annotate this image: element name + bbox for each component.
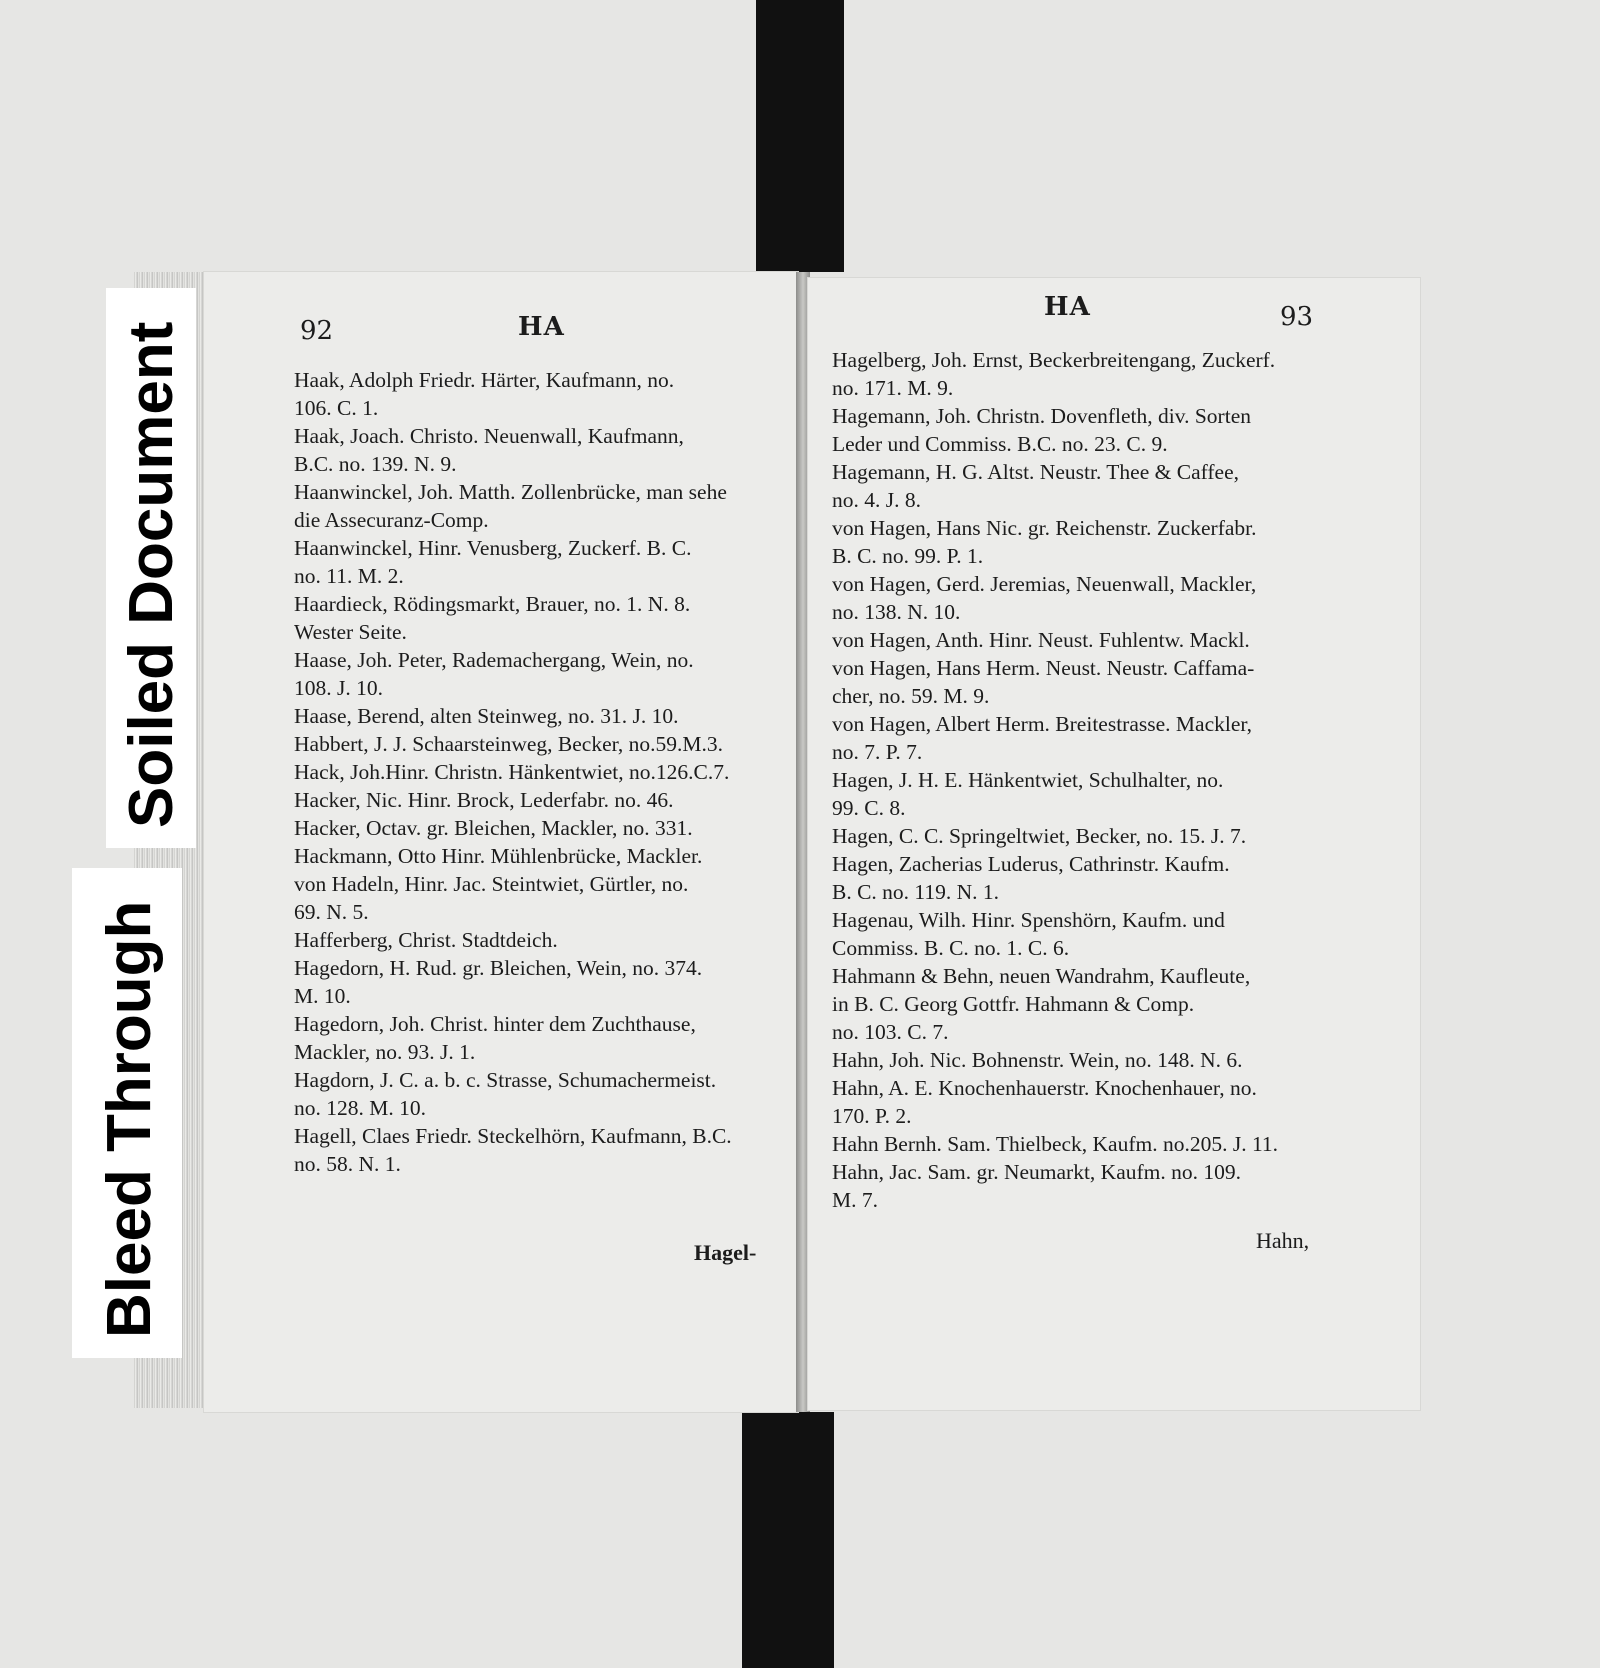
left-entry-line: Haanwinckel, Joh. Matth. Zollenbrücke, man sehe	[294, 480, 727, 504]
left-entry-line: no. 58. N. 1.	[294, 1152, 401, 1176]
left-entry-line: Hafferberg, Christ. Stadtdeich.	[294, 928, 558, 952]
left-entry-line: Haase, Joh. Peter, Rademachergang, Wein, no.	[294, 648, 694, 672]
left-running-head: HA	[518, 312, 565, 342]
right-entry	[832, 514, 1402, 570]
right-entry-line: Hagen, J. H. E. Hänkentwiet, Schulhalter, no.	[832, 768, 1224, 792]
left-entry	[294, 954, 794, 1010]
right-entry	[832, 626, 1402, 654]
right-running-head: HA	[1044, 292, 1091, 322]
left-entry-line: Haase, Berend, alten Steinweg, no. 31. J. 10.	[294, 704, 679, 728]
bleed-through-label: Bleed Through	[95, 900, 164, 1338]
right-entry	[832, 850, 1402, 906]
left-entry-line: Hagell, Claes Friedr. Steckelhörn, Kaufmann, B.C.	[294, 1124, 732, 1148]
right-entry-line: in B. C. Georg Gottfr. Hahmann & Comp.	[832, 992, 1195, 1016]
right-entry-list	[832, 346, 1402, 1214]
right-entry-line: B. C. no. 99. P. 1.	[832, 544, 984, 568]
left-entry	[294, 1066, 794, 1122]
right-entry-line: von Hagen, Hans Herm. Neust. Neustr. Caffama-	[832, 656, 1255, 680]
left-entry	[294, 758, 794, 786]
right-entry-line: no. 7. P. 7.	[832, 740, 923, 764]
left-entry	[294, 814, 794, 842]
left-entry-line: Habbert, J. J. Schaarsteinweg, Becker, no.59.M.3.	[294, 732, 724, 756]
right-entry-line: Hahn, Joh. Nic. Bohnenstr. Wein, no. 148. N. 6.	[832, 1048, 1243, 1072]
right-entry	[832, 906, 1402, 962]
binding-strap-top	[756, 0, 844, 272]
left-entry	[294, 730, 794, 758]
right-entry-line: cher, no. 59. M. 9.	[832, 684, 990, 708]
right-entry	[832, 1130, 1402, 1158]
right-entry-line: Hagenau, Wilh. Hinr. Spenshörn, Kaufm. und	[832, 908, 1225, 932]
right-entry-line: Hahn Bernh. Sam. Thielbeck, Kaufm. no.205. J. 11.	[832, 1132, 1279, 1156]
right-entry-line: Hahn, Jac. Sam. gr. Neumarkt, Kaufm. no. 109.	[832, 1160, 1242, 1184]
left-entry	[294, 786, 794, 814]
left-entry-line: Hack, Joh.Hinr. Christn. Hänkentwiet, no.126.C.7.	[294, 760, 730, 784]
right-page	[808, 278, 1420, 1410]
binding-strap-bottom	[742, 1412, 834, 1668]
bleed-through-label-box	[72, 868, 182, 1358]
right-entry	[832, 1046, 1402, 1074]
left-entry-line: B.C. no. 139. N. 9.	[294, 452, 457, 476]
soiled-document-label: Soiled Document	[117, 321, 186, 828]
right-entry-line: no. 138. N. 10.	[832, 600, 961, 624]
left-entry-line: no. 11. M. 2.	[294, 564, 404, 588]
left-entry	[294, 366, 794, 422]
left-entry	[294, 478, 794, 534]
right-entry-line: no. 4. J. 8.	[832, 488, 921, 512]
right-entry	[832, 822, 1402, 850]
left-entry	[294, 870, 794, 926]
left-page	[204, 272, 798, 1412]
right-entry-line: 170. P. 2.	[832, 1104, 912, 1128]
left-entry-line: 69. N. 5.	[294, 900, 369, 924]
right-catchword: Hahn,	[1256, 1228, 1310, 1253]
right-entry	[832, 402, 1402, 458]
right-entry	[832, 1074, 1402, 1130]
left-entry-line: 106. C. 1.	[294, 396, 379, 420]
right-entry-line: B. C. no. 119. N. 1.	[832, 880, 1000, 904]
left-entry-line: Haak, Joach. Christo. Neuenwall, Kaufmann,	[294, 424, 684, 448]
right-entry-line: von Hagen, Hans Nic. gr. Reichenstr. Zuckerfabr.	[832, 516, 1257, 540]
right-entry	[832, 346, 1402, 402]
left-entry-list	[294, 366, 794, 1178]
right-entry	[832, 570, 1402, 626]
left-entry-line: Haanwinckel, Hinr. Venusberg, Zuckerf. B. C.	[294, 536, 692, 560]
left-entry	[294, 842, 794, 870]
right-entry-line: von Hagen, Albert Herm. Breitestrasse. Mackler,	[832, 712, 1253, 736]
right-entry-line: Hagemann, H. G. Altst. Neustr. Thee & Caffee,	[832, 460, 1240, 484]
right-page-number: 93	[1280, 302, 1314, 332]
left-entry-line: Hackmann, Otto Hinr. Mühlenbrücke, Mackler.	[294, 844, 703, 868]
right-entry-line: Hagen, Zacherias Luderus, Cathrinstr. Kaufm.	[832, 852, 1230, 876]
right-entry	[832, 458, 1402, 514]
left-entry-line: Haak, Adolph Friedr. Härter, Kaufmann, no.	[294, 368, 675, 392]
right-entry-line: Hagelberg, Joh. Ernst, Beckerbreitengang, Zuckerf.	[832, 348, 1276, 372]
right-entry-line: Leder und Commiss. B.C. no. 23. C. 9.	[832, 432, 1168, 456]
right-entry	[832, 1158, 1402, 1214]
right-entry-line: Hagemann, Joh. Christn. Dovenfleth, div. Sorten	[832, 404, 1251, 428]
right-entry-line: von Hagen, Gerd. Jeremias, Neuenwall, Mackler,	[832, 572, 1257, 596]
left-entry-line: Wester Seite.	[294, 620, 407, 644]
right-entry-line: Hahmann & Behn, neuen Wandrahm, Kaufleute,	[832, 964, 1251, 988]
left-entry-line: 108. J. 10.	[294, 676, 383, 700]
right-entry	[832, 766, 1402, 822]
left-entry	[294, 534, 794, 590]
right-entry-line: Hahn, A. E. Knochenhauerstr. Knochenhauer, no.	[832, 1076, 1257, 1100]
left-entry-line: von Hadeln, Hinr. Jac. Steintwiet, Gürtler, no.	[294, 872, 689, 896]
left-page-number: 92	[300, 316, 334, 346]
left-entry	[294, 590, 794, 646]
right-entry-line: von Hagen, Anth. Hinr. Neust. Fuhlentw. Mackl.	[832, 628, 1250, 652]
left-entry	[294, 646, 794, 702]
left-entry-line: no. 128. M. 10.	[294, 1096, 426, 1120]
left-entry	[294, 702, 794, 730]
left-entry-line: Hacker, Nic. Hinr. Brock, Lederfabr. no. 46.	[294, 788, 674, 812]
soiled-document-label-box	[106, 288, 196, 848]
left-entry-line: Hagdorn, J. C. a. b. c. Strasse, Schumachermeist.	[294, 1068, 717, 1092]
left-catchword: Hagel-	[694, 1240, 757, 1265]
left-entry-line: die Assecuranz-Comp.	[294, 508, 489, 532]
right-entry-line: Commiss. B. C. no. 1. C. 6.	[832, 936, 1070, 960]
left-entry	[294, 1122, 794, 1178]
left-entry-line: Haardieck, Rödingsmarkt, Brauer, no. 1. N. 8.	[294, 592, 691, 616]
right-entry-line: Hagen, C. C. Springeltwiet, Becker, no. 15. J. 7.	[832, 824, 1247, 848]
left-entry	[294, 422, 794, 478]
right-entry	[832, 710, 1402, 766]
right-entry-line: 99. C. 8.	[832, 796, 906, 820]
right-entry	[832, 962, 1402, 1046]
left-entry-line: Hagedorn, H. Rud. gr. Bleichen, Wein, no. 374.	[294, 956, 703, 980]
left-entry	[294, 926, 794, 954]
right-entry-line: M. 7.	[832, 1188, 878, 1212]
right-entry-line: no. 171. M. 9.	[832, 376, 954, 400]
right-entry	[832, 654, 1402, 710]
left-entry-line: Hacker, Octav. gr. Bleichen, Mackler, no. 331.	[294, 816, 693, 840]
left-entry-line: Hagedorn, Joh. Christ. hinter dem Zuchthause,	[294, 1012, 696, 1036]
right-entry-line: no. 103. C. 7.	[832, 1020, 949, 1044]
left-entry-line: Mackler, no. 93. J. 1.	[294, 1040, 476, 1064]
left-entry-line: M. 10.	[294, 984, 351, 1008]
left-entry	[294, 1010, 794, 1066]
